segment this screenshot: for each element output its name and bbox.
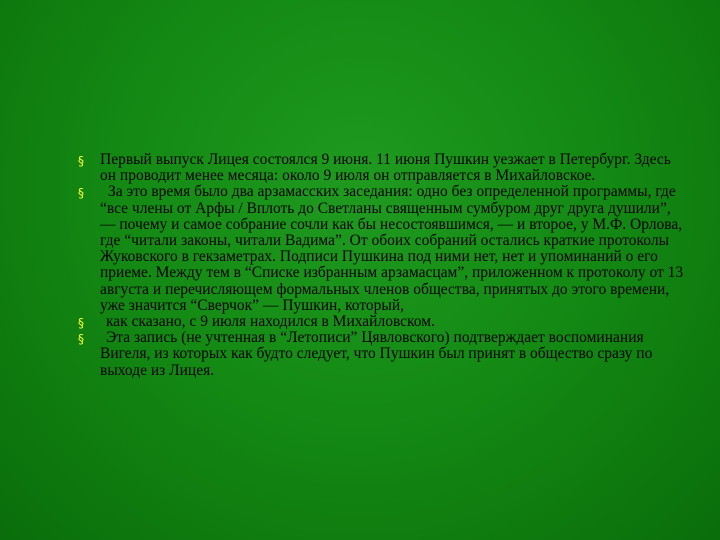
bullet-item: [78, 152, 688, 184]
bullet-text: Первый выпуск Лицея состоялся 9 июня. 11 июня Пушкин уезжает в Петербург. Здесь он проводит менее месяца: около 9 июля он отправляется в Михайловское.: [100, 151, 671, 185]
bullet-list: [78, 152, 688, 379]
bullet-icon: §: [78, 316, 84, 331]
bullet-text: За это время было два арзамасских заседания: одно без определенной программы, где “все члены от Арфы / Вплоть до Светланы священным сумбуром друг друга душили”, — почему и самое собрание сочли как бы несостоявшимся, — и второе, у М.Ф. Орлова, где “читали законы, читали Вадима”. От обоих собраний остались краткие протоколы Жуковского в гекзаметрах. Подписи Пушкина под ними нет, нет и упоминаний о его приеме. Между тем в “Списке избранным арзамасцам”, приложенном к протоколу от 13 августа и перечисляющем формальных членов общества, принятых до этого времени, уже значится “Сверчок” — Пушкин, который,: [100, 183, 684, 314]
bullet-item: [78, 330, 688, 379]
bullet-icon: §: [78, 154, 84, 168]
bullet-text: Эта запись (не учтенная в “Летописи” Цявловского) подтверждает воспоминания Вигеля, из которых как будто следует, что Пушкин был принят в общество сразу по выходе из Лицея.: [100, 329, 653, 379]
bullet-text: как сказано, с 9 июля находился в Михайловском.: [106, 313, 435, 331]
bullet-item: [78, 184, 688, 314]
bullet-icon: §: [78, 186, 84, 201]
bullet-item: [78, 314, 688, 330]
bullet-icon: §: [78, 332, 84, 347]
